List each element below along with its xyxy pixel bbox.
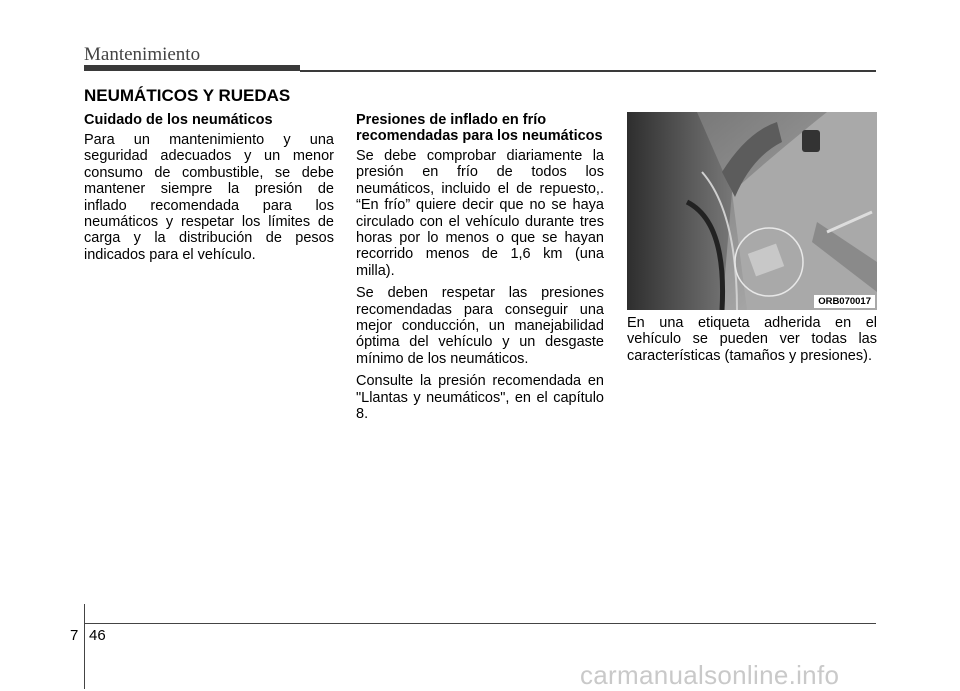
header-rule-thin [300, 70, 876, 72]
section-title: NEUMÁTICOS Y RUEDAS [84, 86, 291, 105]
column-1-paragraph: Para un mantenimiento y una seguridad adecuados y un menor consumo de combustible, se debe mantener siempre la presión de inflado recomendada para los neumáticos y respetar los límites de carga y la distribución de pesos indicados para el vehículo. [84, 132, 334, 263]
watermark-text: carmanualsonline.info [580, 660, 840, 690]
column-2-heading: Presiones de inflado en frío recomendadas para los neumáticos [356, 112, 603, 144]
column-1 [84, 112, 334, 269]
door-jamb-illustration [627, 112, 877, 310]
column-3-paragraph: En una etiqueta adherida en el vehículo se pueden ver todas las características (tamaños y presiones). [627, 315, 877, 364]
column-1-heading: Cuidado de los neumáticos [84, 112, 273, 128]
column-2-paragraph: Se deben respetar las presiones recomendadas para conseguir una mejor conducción, un manejabilidad óptima del vehículo y un desgaste mínimo de los neumáticos. [356, 285, 604, 367]
header-rule-thick [84, 65, 300, 71]
column-2 [356, 112, 604, 429]
footer-vertical-rule [84, 604, 85, 689]
door-jamb-photo [627, 112, 877, 310]
chapter-number: 7 [70, 627, 79, 644]
column-3 [627, 315, 877, 370]
figure-caption: ORB070017 [814, 295, 875, 308]
page-number: 46 [89, 627, 106, 644]
footer-horizontal-rule [84, 623, 876, 624]
column-2-paragraph: Consulte la presión recomendada en "Llantas y neumáticos", en el capítulo 8. [356, 373, 604, 423]
column-2-paragraph: Se debe comprobar diariamente la presión en frío de todos los neumáticos, incluido el de repuesto,. “En frío” quiere decir que no se haya circulado con el vehículo durante tres horas por lo menos o que se hayan recorrido menos de 1,6 km (una milla). [356, 148, 604, 279]
running-header-title: Mantenimiento [84, 44, 201, 65]
